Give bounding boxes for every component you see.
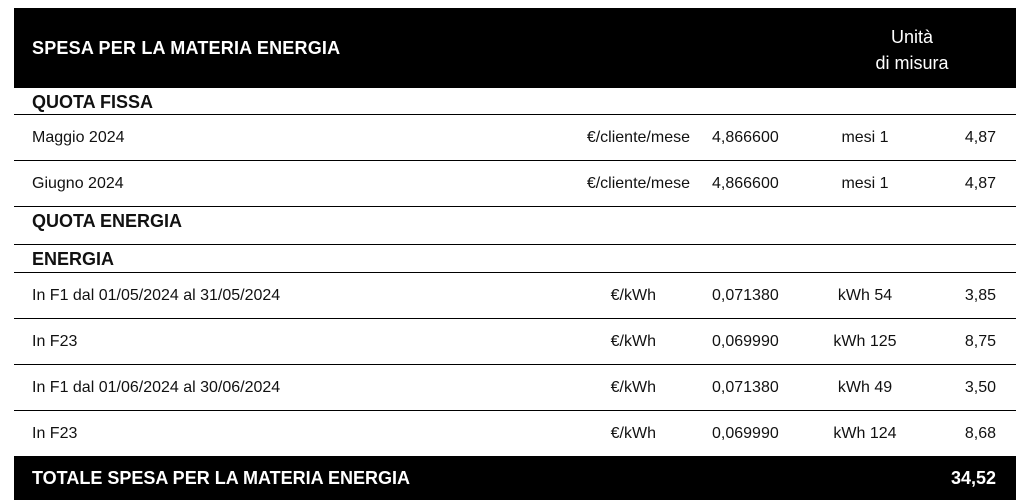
row-quantity: kWh 54 (837, 287, 893, 304)
row-price: 4,866600 (712, 175, 779, 192)
row-quantity: kWh 125 (833, 333, 897, 350)
row-unit: €/kWh (610, 333, 656, 350)
row-unit: €/kWh (610, 425, 656, 442)
row-unit: €/cliente/mese (586, 175, 690, 192)
table-footer (14, 456, 1016, 500)
table-row (14, 273, 1016, 319)
table-row (14, 411, 1016, 457)
section-quota-fissa (14, 90, 1016, 114)
row-price: 0,071380 (712, 379, 779, 396)
row-quantity: mesi 1 (841, 175, 889, 192)
section-energia-label: ENERGIA (32, 249, 115, 269)
table-row (14, 365, 1016, 411)
row-total: 4,87 (964, 175, 996, 192)
table-row (14, 115, 1016, 161)
row-description: In F1 dal 01/06/2024 al 30/06/2024 (32, 379, 281, 396)
table-header (14, 8, 1016, 88)
table-row (14, 319, 1016, 365)
section-energia (14, 245, 1016, 271)
row-price: 0,069990 (712, 333, 779, 350)
table-row (14, 161, 1016, 207)
row-quantity: kWh 124 (833, 425, 897, 442)
section-quota-energia (14, 207, 1016, 243)
row-price: 0,071380 (712, 287, 779, 304)
row-quantity: mesi 1 (841, 129, 889, 146)
row-unit: €/kWh (610, 287, 656, 304)
footer-total: 34,52 (950, 468, 996, 488)
row-description: In F23 (32, 425, 78, 442)
unit-header-line1: Unità (890, 27, 934, 47)
row-total: 3,50 (964, 379, 996, 396)
section-quota-energia-label: QUOTA ENERGIA (32, 211, 183, 231)
unit-column-header (852, 24, 972, 76)
footer-label: TOTALE SPESA PER LA MATERIA ENERGIA (32, 468, 411, 488)
row-description: In F23 (32, 333, 78, 350)
row-price: 4,866600 (712, 129, 779, 146)
row-price: 0,069990 (712, 425, 779, 442)
row-quantity: kWh 49 (837, 379, 893, 396)
row-description: Giugno 2024 (32, 175, 124, 192)
row-unit: €/kWh (610, 379, 656, 396)
row-total: 8,75 (964, 333, 996, 350)
section-quota-fissa-label: QUOTA FISSA (32, 92, 153, 112)
row-description: Maggio 2024 (32, 129, 125, 146)
row-total: 3,85 (964, 287, 996, 304)
row-unit: €/cliente/mese (586, 129, 690, 146)
unit-header-line2: di misura (875, 53, 949, 73)
row-description: In F1 dal 01/05/2024 al 31/05/2024 (32, 287, 281, 304)
row-total: 8,68 (964, 425, 996, 442)
row-total: 4,87 (964, 129, 996, 146)
table-title: SPESA PER LA MATERIA ENERGIA (32, 38, 341, 58)
